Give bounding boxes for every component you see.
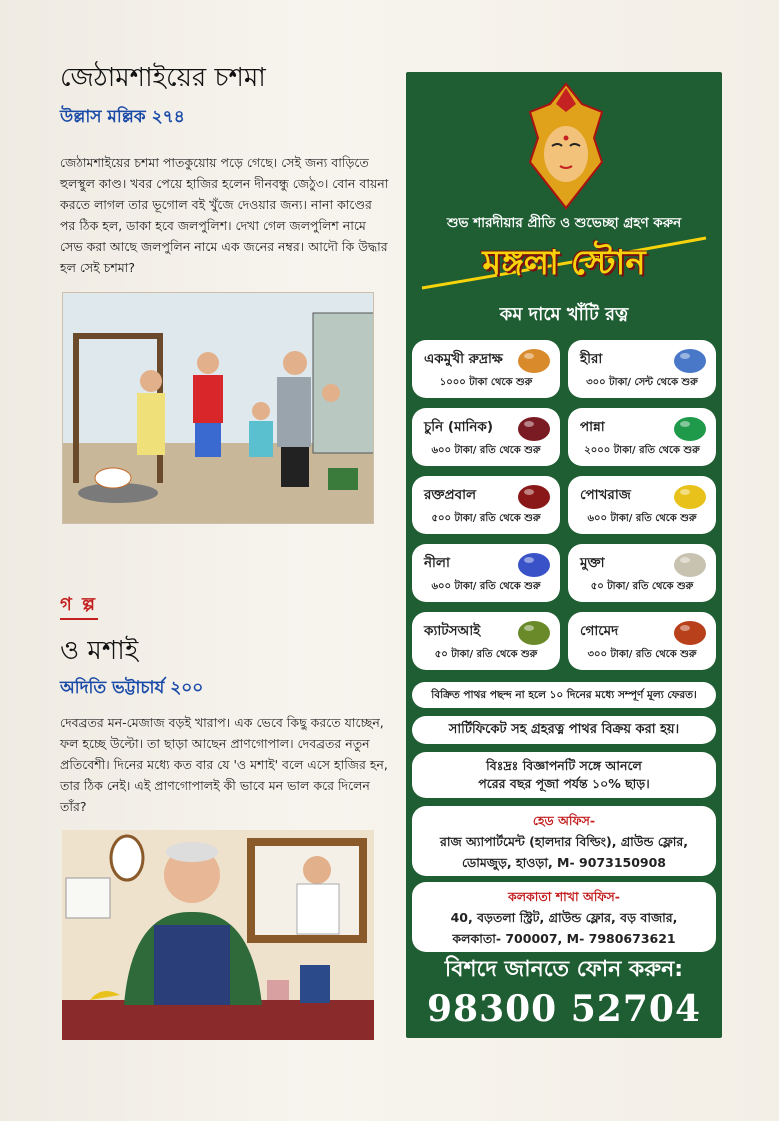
gem-price: ৬০০ টাকা/ রতি থেকে শুরু <box>431 445 541 456</box>
gem-name: হীরা <box>580 351 603 367</box>
gem-card <box>412 476 560 534</box>
gem-card <box>568 340 716 398</box>
gem-name: নীলা <box>424 555 450 571</box>
gem-name: পান্না <box>580 419 605 435</box>
head-office-label: হেড অফিস- <box>532 813 596 828</box>
gem-name: ক্যাটসআই <box>424 623 481 639</box>
ad-greeting: শুভ শারদীয়ার প্রীতি ও শুভেচ্ছা গ্রহণ করুন <box>446 215 682 231</box>
brand-name: মঙ্গলা স্টোন <box>482 243 646 283</box>
refund-note: বিক্রিত পাথর পছন্দ না হলে ১০ দিনের মধ্যে সম্পূর্ণ মূল্য ফেরত। <box>412 682 716 708</box>
gem-icon <box>516 414 552 444</box>
head-office-phone: ডোমজুড়, হাওড়া, M- 9073150908 <box>461 855 667 870</box>
head-office <box>412 806 716 876</box>
story-1-illustration <box>62 292 374 524</box>
gem-card <box>568 544 716 602</box>
certificate-note: সার্টিফিকেট সহ গ্রহরত্ন পাথর বিক্রয় করা হয়। <box>412 716 716 744</box>
story-1-title: জেঠামশাইয়ের চশমা <box>60 63 266 93</box>
branch-office <box>412 882 716 952</box>
gem-icon <box>672 482 708 512</box>
gem-icon <box>516 550 552 580</box>
gem-icon <box>672 346 708 376</box>
gem-price: ৬০০ টাকা/ রতি থেকে শুরু <box>587 513 697 524</box>
gem-icon <box>516 346 552 376</box>
story-2-title: ও মশাই <box>60 636 139 666</box>
gem-card <box>412 408 560 466</box>
gem-price: ৫০ টাকা/ রতি থেকে শুরু <box>434 649 538 660</box>
gem-name: চুনি (মানিক) <box>424 419 494 435</box>
story-2-blurb: দেবব্রতর মন-মেজাজ বড়ই খারাপ। এক ভেবে কিছু করতে যাচ্ছেন, ফল হচ্ছে উল্টো। তা ছাড়া আছেন প্রাণগোপাল। দেবব্রতর নতুন প্রতিবেশী। দিনের মধ্যে কত বার যে 'ও মশাই' বলে এসে হাজির হন, তার ঠিক নেই। এই প্রাণগোপালই কী ভাবে মন ভাল করে দিলেন তাঁর? <box>60 715 388 814</box>
branch-phone: কলকাতা- 700007, M- 7980673621 <box>452 931 676 946</box>
gem-card <box>568 612 716 670</box>
gem-icon <box>672 550 708 580</box>
story-2-illustration <box>62 830 374 1040</box>
gem-name: গোমেদ <box>580 623 619 639</box>
section-label: গ ল্প <box>60 594 97 615</box>
gem-card <box>412 612 560 670</box>
section-divider <box>60 618 98 620</box>
gem-name: মুক্তা <box>580 555 605 571</box>
gem-price: ১০০০ টাকা থেকে শুরু <box>439 377 533 388</box>
gem-name: পোখরাজ <box>580 487 631 503</box>
branch-address: 40, বড়তলা স্ট্রিট, গ্রাউন্ড ফ্লোর, বড় বাজার, <box>450 910 678 925</box>
gem-price: ৩০০ টাকা/ রতি থেকে শুরু <box>587 649 697 660</box>
story-1-blurb: জেঠামশাইয়ের চশমা পাতকুয়োয় পড়ে গেছে। সেই জন্য বাড়িতে হুলস্থুল কাণ্ড। খবর পেয়ে হাজির হলেন দীনবন্ধু জেঠু৩। বোন বায়না করতে লাগল তার ভূগোল বই খুঁজে দেওয়ার জন্য। নানা কাণ্ডের পর ঠিক হল, ডাকা হবে জলপুলিশ। দেখা গেল জলপুলিশ নামে সেভ করা আছে জলপুলিন নামে এক জনের নম্বর। আদৌ কি উদ্ধার হল সেই চশমা? <box>60 155 389 275</box>
gem-card <box>568 476 716 534</box>
gem-price: ২০০০ টাকা/ রতি থেকে শুরু <box>584 445 700 456</box>
gem-name: একমুখী রুদ্রাক্ষ <box>424 351 503 367</box>
gem-price: ৫০০ টাকা/ রতি থেকে শুরু <box>431 513 541 524</box>
branch-label: কলকাতা শাখা অফিস- <box>508 889 620 904</box>
story-2-author: অদিতি ভট্টাচার্য ২০০ <box>60 678 204 698</box>
call-to-action: বিশদে জানতে ফোন করুন: <box>444 957 684 982</box>
story-1-author: উল্লাস মল্লিক ২৭৪ <box>60 107 185 127</box>
story-1 <box>60 62 390 278</box>
ad-tagline: কম দামে খাঁটি রত্ন <box>499 304 629 325</box>
gem-price: ৩০০ টাকা/ সেন্ট থেকে শুরু <box>586 377 698 388</box>
phone-number[interactable]: 98300 52704 <box>426 988 702 1030</box>
brand-banner <box>418 234 710 292</box>
offer-line-1: বিঃদ্রঃ বিজ্ঞাপনটি সঙ্গে আনলে <box>486 758 642 773</box>
gem-card <box>568 408 716 466</box>
gem-icon <box>516 618 552 648</box>
gem-icon <box>672 414 708 444</box>
gem-card <box>412 544 560 602</box>
gem-price: ৬০০ টাকা/ রতি থেকে শুরু <box>431 581 541 592</box>
gem-icon <box>672 618 708 648</box>
offer-line-2: পরের বছর পূজা পর্যন্ত ১০% ছাড়। <box>478 776 650 791</box>
gem-icon <box>516 482 552 512</box>
offer-note <box>412 752 716 798</box>
gem-price: ৫০ টাকা/ রতি থেকে শুরু <box>590 581 694 592</box>
gem-card <box>412 340 560 398</box>
goddess-icon <box>524 82 608 210</box>
gem-name: রক্তপ্রবাল <box>424 487 477 503</box>
head-office-address: রাজ অ্যাপার্টমেন্ট (হালদার বিল্ডিং), গ্রাউন্ড ফ্লোর, <box>439 834 689 849</box>
advertisement <box>406 72 722 1038</box>
